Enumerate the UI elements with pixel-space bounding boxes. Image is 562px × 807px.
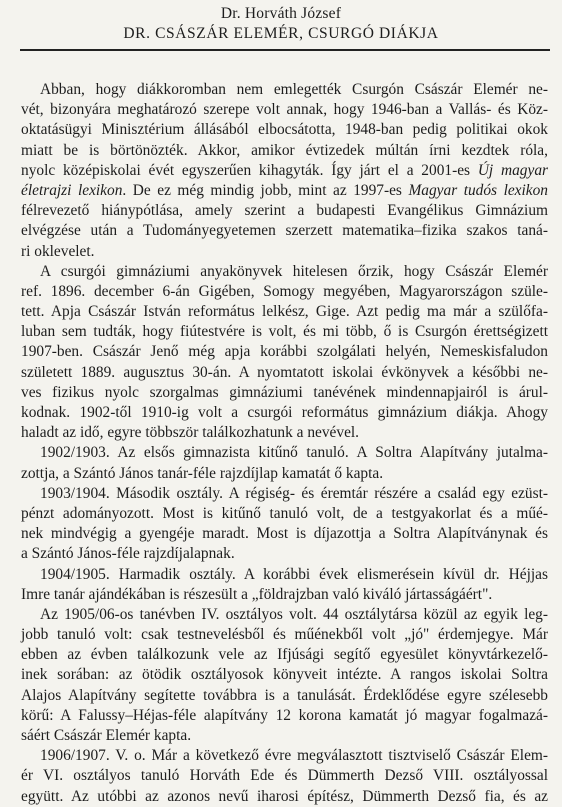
text-line: zottja, a Szántó János tanár-féle rajzdíjlap kamatát ő kapta. xyxy=(21,464,384,482)
paragraph xyxy=(21,80,548,262)
paragraph xyxy=(21,605,548,746)
text-line: pénzt adományozott. Most is kitűnő tanuló volt, de a testgyakorlat és a műé- xyxy=(21,504,548,522)
text-line: 1903/1904. Második osztály. A régiség- és éremtár részére a család egy ezüst- xyxy=(40,484,548,502)
text-line: kodnak. 1902-től 1910-ig volt a csurgói református gimnázium diákja. Ahogy xyxy=(21,404,548,421)
text-line: ref. 1896. december 6-án Gigében, Somogy megyében, Magyarországon szüle- xyxy=(21,282,548,300)
text-line: jobb tanuló volt: csak testnevelésből és műénekből volt „jó" érdemjegye. Már xyxy=(21,626,548,644)
paragraph xyxy=(21,746,548,807)
text-line: életrajzi lexikon. De ez még mindig jobb, mint az 1997-es Magyar tudós lexikon xyxy=(21,181,549,199)
text-line: körű: A Falussy–Héjas-féle alapítvány 12 korona kamatát jó magyar fogalmazá- xyxy=(21,706,548,724)
chapter-title: DR. CSÁSZÁR ELEMÉR, CSURGÓ DIÁKJA xyxy=(123,25,439,42)
text-line: a Szántó János-féle rajzdíjalapnak. xyxy=(21,545,235,563)
text-line: elvégzése után a Tudományegyetemen szerzett matematika–fizika szakos taná- xyxy=(21,222,548,240)
text-line: 1902/1903. Az elsős gimnazista kitűnő tanuló. A Soltra Alapítvány jutalma- xyxy=(40,444,548,462)
header-rule xyxy=(20,49,550,51)
text-line: Abban, hogy diákkoromban nem emlegették Csurgón Császár Elemér ne- xyxy=(40,81,548,98)
text-line: nyolc középiskolai évét egyszerűen kihagyták. Így járt el a 2001-es Új magyar xyxy=(21,161,548,179)
text-line: együtt. Az utóbbi az azonos nevű iharosi építész, Dümmerth Dezső fia, és az xyxy=(21,787,548,805)
text-line: ri oklevelet. xyxy=(21,242,95,260)
body-text xyxy=(21,80,548,807)
text-line: miatt be is börtönözték. Akkor, amikor évtizedek múltán írni kezdtek róla, xyxy=(21,141,548,159)
text-line: sáért Császár Elemér kapta. xyxy=(21,727,192,744)
paragraph xyxy=(21,262,548,444)
text-line: nek mindvégig a gyengéje maradt. Most is díjazottja a Soltra Alapítványnak és xyxy=(21,525,548,543)
text-line: oktatásügyi Minisztérium állásából elbocsátotta, 1948-ban pedig politikai okok xyxy=(21,121,548,139)
paragraph xyxy=(21,565,548,605)
text-line: ebben az évben találkozunk vele az Ifjúsági segítő egyesület könyvtárkezelő- xyxy=(21,646,548,664)
text-line: vét, bizonyára meghatározó szerepe volt annak, hogy 1946-ban a Vallás- és Köz- xyxy=(21,101,548,119)
text-line: inek sorában: az ötödik osztályosok könyveit intézte. A rangos iskolai Soltra xyxy=(21,666,548,684)
paragraph xyxy=(21,484,548,565)
text-line: Imre tanár ajándékában is részesült a „földrajzban való kiváló jártasságáért". xyxy=(21,585,493,603)
text-line: luban sem tudták, hogy fiútestvére is volt, és mi több, ő is Csurgón érettségizett xyxy=(21,323,548,341)
text-line: 1907-ben. Császár Jenő még apja korábbi szolgálati helyén, Nemeskisfaludon xyxy=(21,343,548,361)
text-line: ves fizikus nyolc szorgalmas gimnáziumi tanévének mindennapjairól is árul- xyxy=(21,383,548,401)
text-line: született 1889. augusztus 30-án. A nyomtatott iskolai évkönyvek a későbbi ne- xyxy=(21,363,548,381)
text-line: A csurgói gimnáziumi anyakönyvek hitelesen őrzik, hogy Császár Elemér xyxy=(40,262,548,280)
text-line: Alajos Alapítvány segítette továbbra is a tanulását. Érdeklődése egyre szélesebb xyxy=(21,686,548,704)
text-line: tett. Apja Császár István református lelkész, Gige. Azt pedig ma már a szülőfa- xyxy=(21,303,548,321)
text-line: Az 1905/06-os tanévben IV. osztályos volt. 44 osztálytársa közül az egyik leg- xyxy=(40,605,548,623)
author-name: Dr. Horváth József xyxy=(220,5,342,22)
paragraph xyxy=(21,443,548,483)
text-line: ér VI. osztályos tanuló Horváth Ede és Dümmerth Dezső VIII. osztályossal xyxy=(21,767,548,785)
text-line: 1904/1905. Harmadik osztály. A korábbi évek elismerésein kívül dr. Héjjas xyxy=(40,565,548,583)
text-line: félrevezető hiánypótlása, amely szerint a budapesti Evangélikus Gimnázium xyxy=(21,202,548,220)
text-line: haladt az idő, egyre többször találkozhatunk a nevével. xyxy=(21,424,360,442)
text-line: 1906/1907. V. o. Már a következő évre megválasztott tisztviselő Császár Elem- xyxy=(40,747,548,765)
